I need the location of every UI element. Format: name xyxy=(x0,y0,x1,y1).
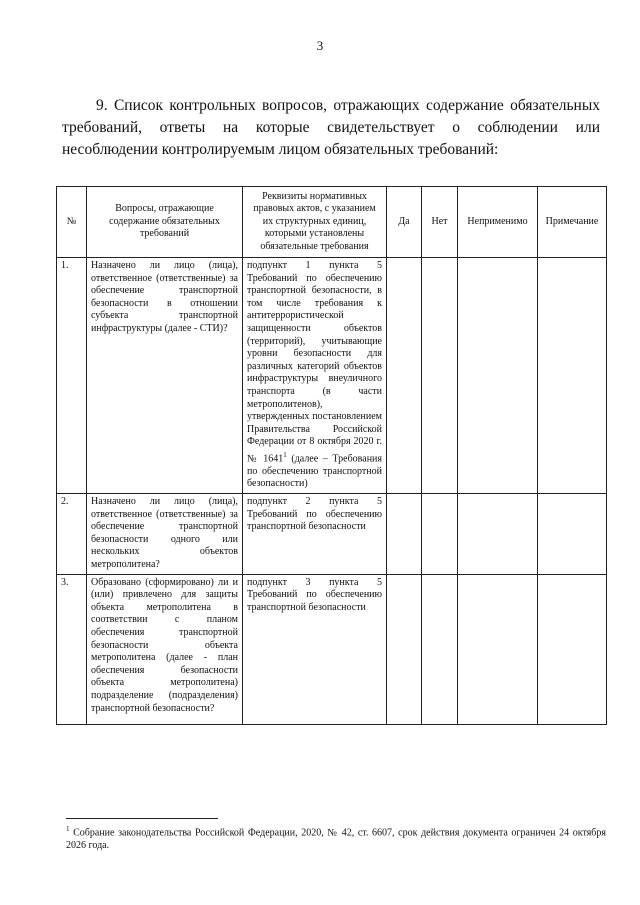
answer-yes-cell xyxy=(387,494,422,575)
checklist-table xyxy=(56,186,607,725)
requisites-cell: подпункт 2 пункта 5 Требований по обеспечению транспортной безопасности xyxy=(243,494,387,575)
requisites-text-cont: (далее – Требования по обеспечению транспортной безопасности) xyxy=(247,453,382,490)
header-yes: Да xyxy=(387,187,422,258)
requisites-cell: подпункт 3 пункта 5 Требований по обеспечению транспортной безопасности xyxy=(243,574,387,724)
footnote-divider xyxy=(66,818,218,819)
header-question: Вопросы, отражающие содержание обязательных требований xyxy=(87,187,243,258)
question-cell: Назначено ли лицо (лица), ответственное (ответственные) за обеспечение транспортной безопасности в отношении субъекта транспортной инфраструктуры (далее - СТИ)? xyxy=(87,258,243,494)
question-cell: Назначено ли лицо (лица), ответственное (ответственные) за обеспечение транспортной безопасности одного или нескольких объектов метрополитена? xyxy=(87,494,243,575)
answer-na-cell xyxy=(458,574,538,724)
footnote xyxy=(66,823,606,852)
requisites-text: подпункт 1 пункта 5 Требований по обеспечению транспортной безопасности, в том числе требования к антитеррористической защищенности объектов (территорий), учитывающие уровни безопасности для различных категорий объектов инфраструктуры внеуличного транспорта (в части метрополитенов), утвержденных постановлением Правительства Российской Федерации от 8 октября 2020 г. № 1641 xyxy=(247,260,382,465)
footnote-ref: 1 xyxy=(283,450,287,459)
header-requisites: Реквизиты нормативных правовых актов, с указанием их структурных единиц, которыми установлены обязательные требования xyxy=(243,187,387,258)
table-row xyxy=(57,574,607,724)
answer-yes-cell xyxy=(387,258,422,494)
row-number: 2. xyxy=(57,494,87,575)
header-no: Нет xyxy=(422,187,458,258)
footnote-marker: 1 xyxy=(66,825,70,833)
row-number: 1. xyxy=(57,258,87,494)
table-header-row xyxy=(57,187,607,258)
answer-na-cell xyxy=(458,258,538,494)
note-cell xyxy=(538,574,607,724)
page-number: 3 xyxy=(316,38,324,53)
answer-no-cell xyxy=(422,494,458,575)
header-note: Примечание xyxy=(538,187,607,258)
answer-na-cell xyxy=(458,494,538,575)
section-heading: 9. Список контрольных вопросов, отражающих содержание обязательных требований, ответы на которые свидетельствует о соблюдении или несоблюдении контролируемым лицом обязательных требований: xyxy=(62,97,600,158)
answer-no-cell xyxy=(422,258,458,494)
table-row xyxy=(57,494,607,575)
table-row xyxy=(57,258,607,494)
answer-yes-cell xyxy=(387,574,422,724)
header-not-applicable: Неприменимо xyxy=(458,187,538,258)
note-cell xyxy=(538,258,607,494)
footnote-text: Собрание законодательства Российской Федерации, 2020, № 42, ст. 6607, срок действия документа ограничен 24 октября 2026 года. xyxy=(66,827,606,852)
header-num: № xyxy=(57,187,87,258)
row-number: 3. xyxy=(57,574,87,724)
answer-no-cell xyxy=(422,574,458,724)
question-cell: Образовано (сформировано) ли и (или) привлечено для защиты объекта метрополитена в соответствии с планом обеспечения транспортной безопасности объекта метрополитена (далее - план обеспечения безопасности объекта метрополитена) подразделение (подразделения) транспортной безопасности? xyxy=(87,574,243,724)
note-cell xyxy=(538,494,607,575)
requisites-cell xyxy=(243,258,387,494)
